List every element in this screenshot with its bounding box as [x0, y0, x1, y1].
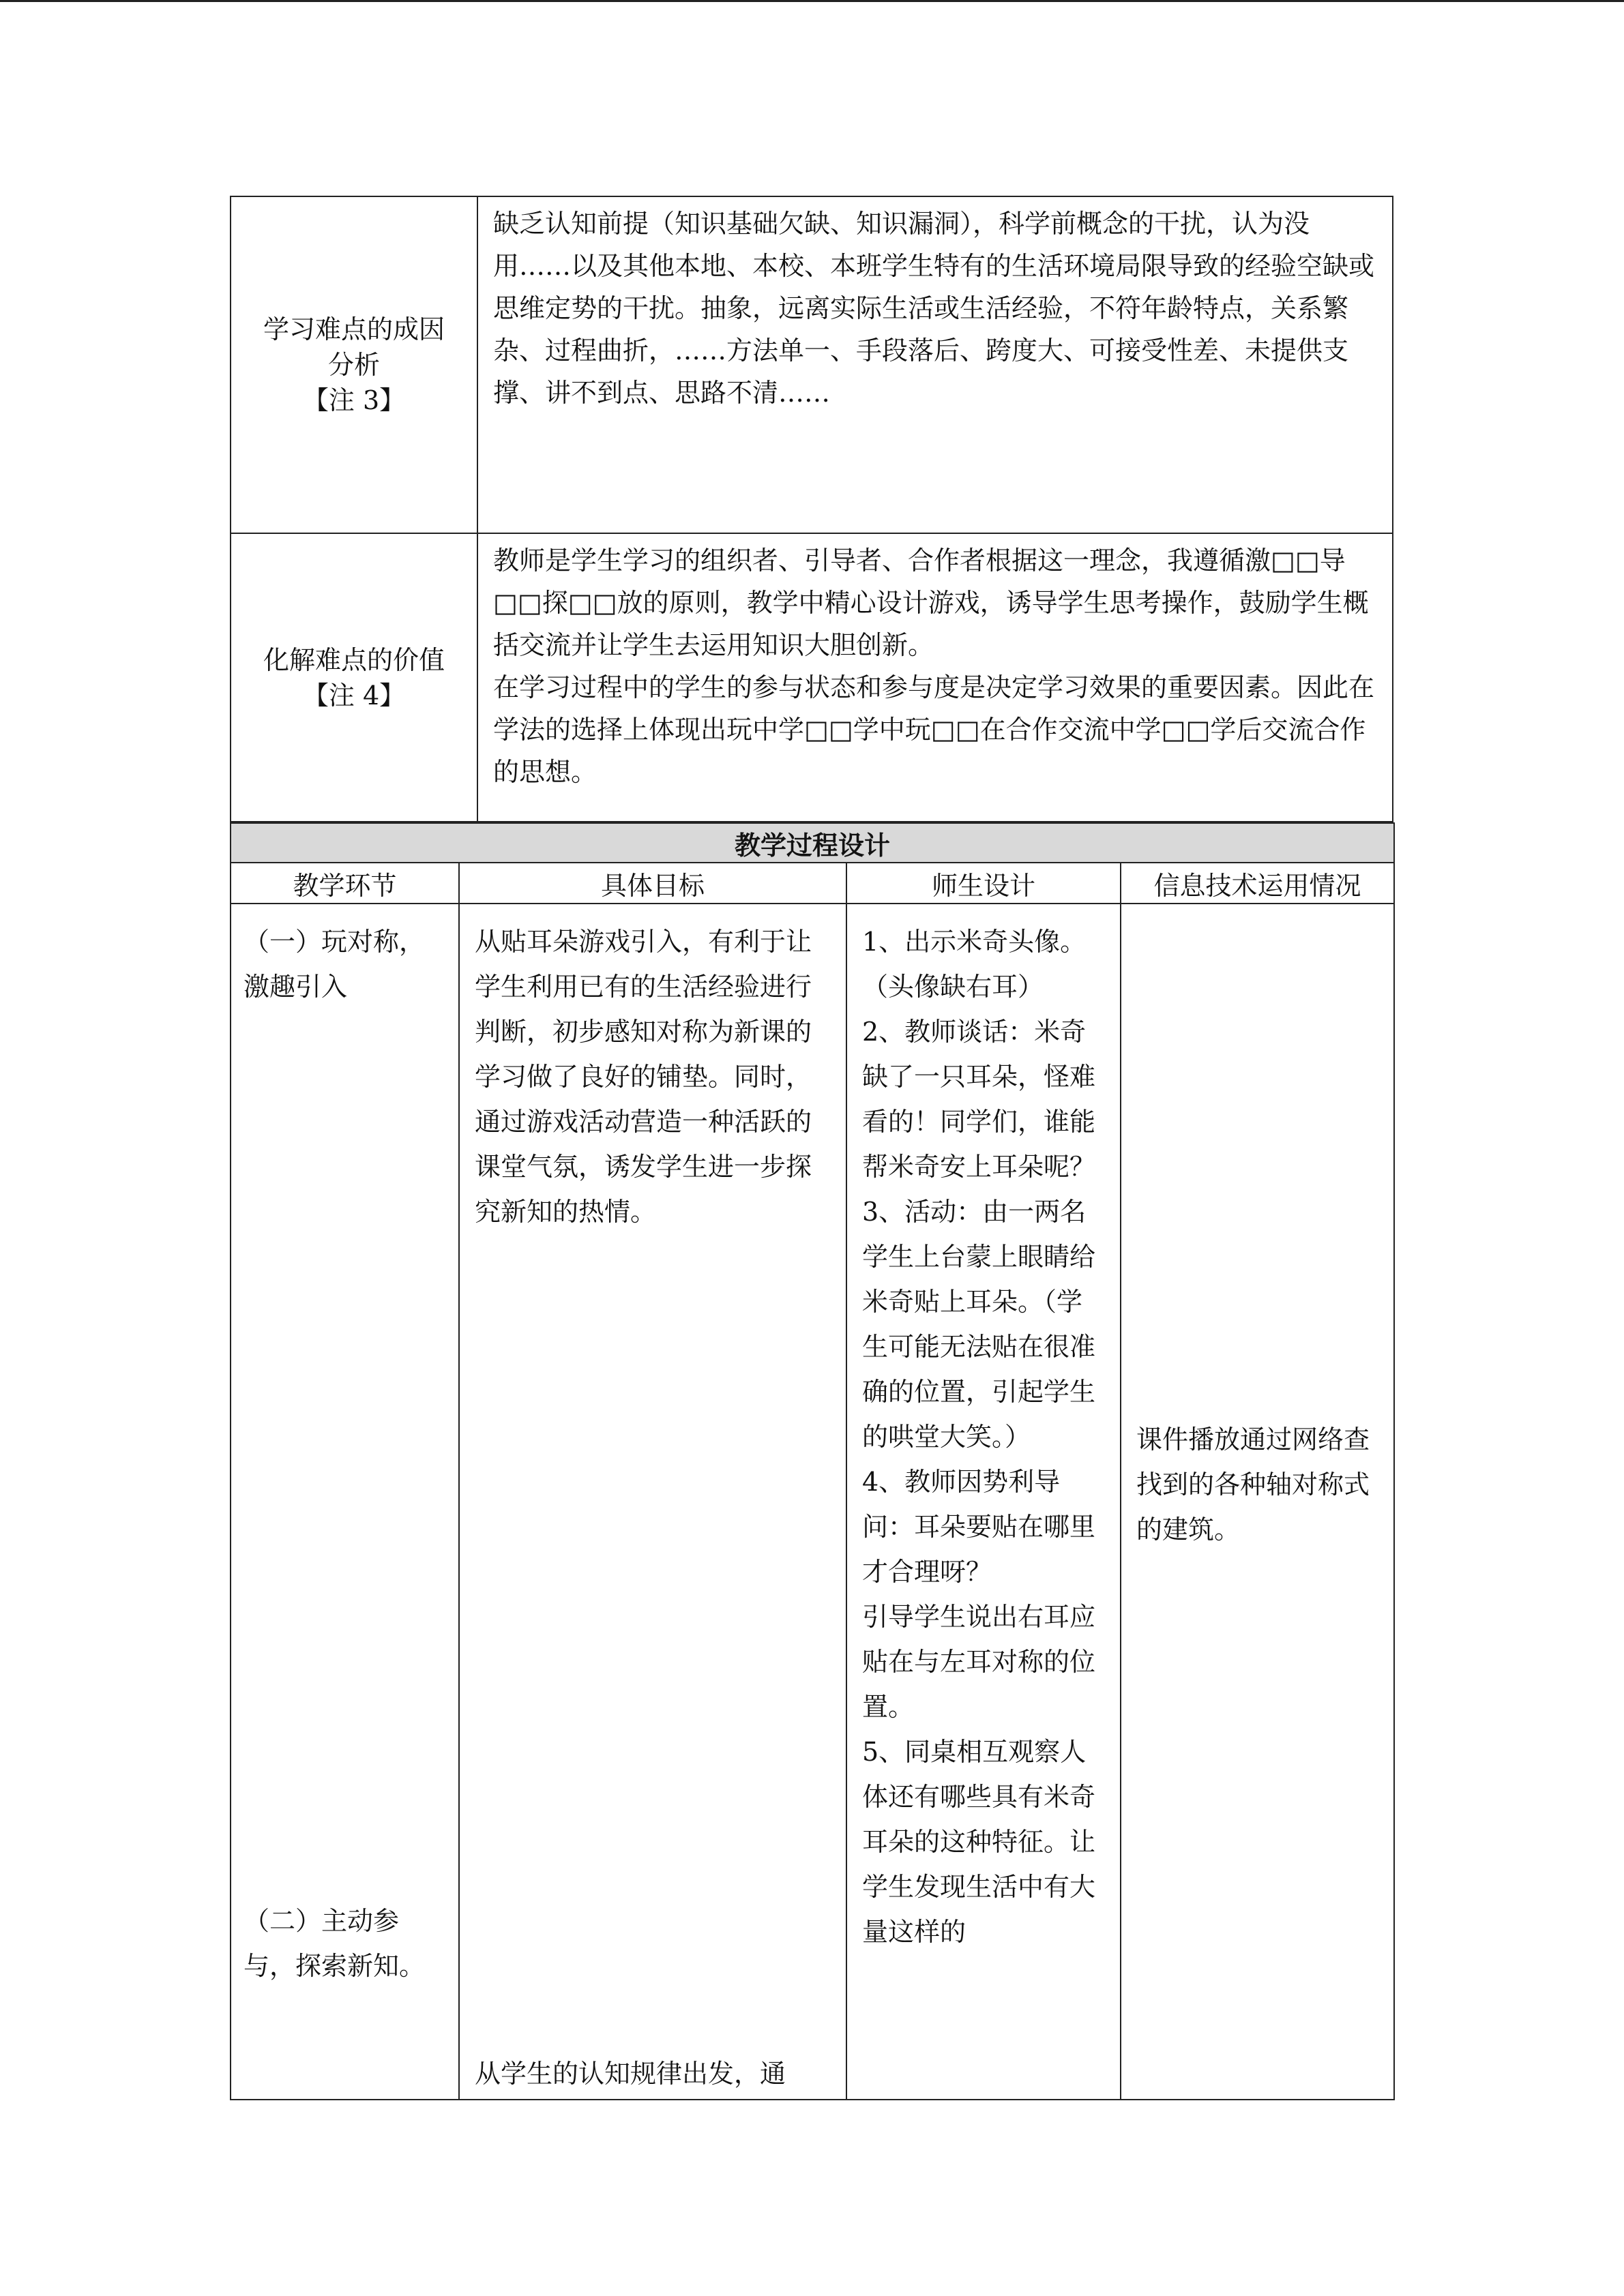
stage-cell [231, 904, 459, 2100]
difficulty-cause-text: 缺乏认知前提（知识基础欠缺、知识漏洞），科学前概念的干扰，认为没用……以及其他本地、本校、本班学生特有的生活环境局限导致的经验空缺或思维定势的干扰。抽象，远离实际生活或生活经验，不符年龄特点，关系繁杂、过程曲折，……方法单一、手段落后、跨度大、可接受性差、未提供支撑、讲不到点、思路不清…… [477, 196, 1393, 533]
table-row [231, 196, 1393, 533]
design-cell [846, 904, 1121, 2100]
difficulty-value-text [477, 533, 1393, 822]
column-header: 师生设计 [846, 863, 1121, 904]
design-step: 引导学生说出右耳应贴在与左耳对称的位置。 [862, 1602, 1096, 1722]
label-line: 分析 [327, 350, 380, 380]
column-header: 信息技术运用情况 [1121, 863, 1394, 904]
goal-2: 从学生的认知规律出发，通 [475, 2059, 786, 2089]
label-line: 学习难点的成因 [263, 314, 445, 344]
info-tech-text: 课件播放通过网络查找到的各种轴对称式的建筑。 [1136, 1425, 1370, 1545]
goal-cell [459, 904, 846, 2100]
difficulty-cause-label [231, 196, 477, 533]
design-step: 5、同桌相互观察人体还有哪些具有米奇耳朵的这种特征。让学生发现生活中有大量这样的 [862, 1737, 1096, 1947]
table-row [231, 533, 1393, 822]
table-header-row [231, 863, 1394, 904]
section-title: 教学过程设计 [231, 823, 1394, 863]
difficulty-table [230, 196, 1393, 822]
stage-2: （二）主动参与，探索新知。 [243, 1906, 426, 1981]
page-top-border [0, 0, 1624, 2]
column-header: 教学环节 [231, 863, 459, 904]
label-line: 化解难点的价值 [263, 644, 445, 675]
design-step: 4、教师因势利导问：耳朵要贴在哪里才合理呀？ [862, 1467, 1096, 1587]
column-header: 具体目标 [459, 863, 846, 904]
design-step: 2、教师谈话：米奇缺了一只耳朵，怪难看的！同学们，谁能帮米奇安上耳朵呢？ [862, 1017, 1096, 1182]
goal-1: 从贴耳朵游戏引入，有利于让学生利用已有的生活经验进行判断，初步感知对称为新课的学习做了良好的铺垫。同时，通过游戏活动营造一种活跃的课堂气氛，诱发学生进一步探究新知的热情。 [475, 927, 812, 1227]
difficulty-value-label [231, 533, 477, 822]
process-table [230, 822, 1395, 2100]
design-step: 1、出示米奇头像。（头像缺右耳） [862, 927, 1087, 1002]
paragraph: 在学习过程中的学生的参与状态和参与度是决定学习效果的重要因素。因此在学法的选择上体现出玩中学□□学中玩□□在合作交流中学□□学后交流合作的思想。 [493, 672, 1375, 787]
design-step: 3、活动：由一两名学生上台蒙上眼睛给米奇贴上耳朵。（学生可能无法贴在很准确的位置，引起学生的哄堂大笑。） [862, 1197, 1096, 1452]
info-tech-cell [1121, 904, 1394, 2100]
table-row [231, 904, 1394, 2100]
paragraph: 教师是学生学习的组织者、引导者、合作者根据这一理念，我遵循激□□导□□探□□放的原则，教学中精心设计游戏，诱导学生思考操作，鼓励学生概括交流并让学生去运用知识大胆创新。 [493, 546, 1369, 660]
stage-1: （一）玩对称，激趣引入 [243, 927, 426, 1002]
note-ref: 【注 3】 [302, 385, 406, 415]
table-row [231, 823, 1394, 863]
note-ref: 【注 4】 [302, 680, 406, 711]
